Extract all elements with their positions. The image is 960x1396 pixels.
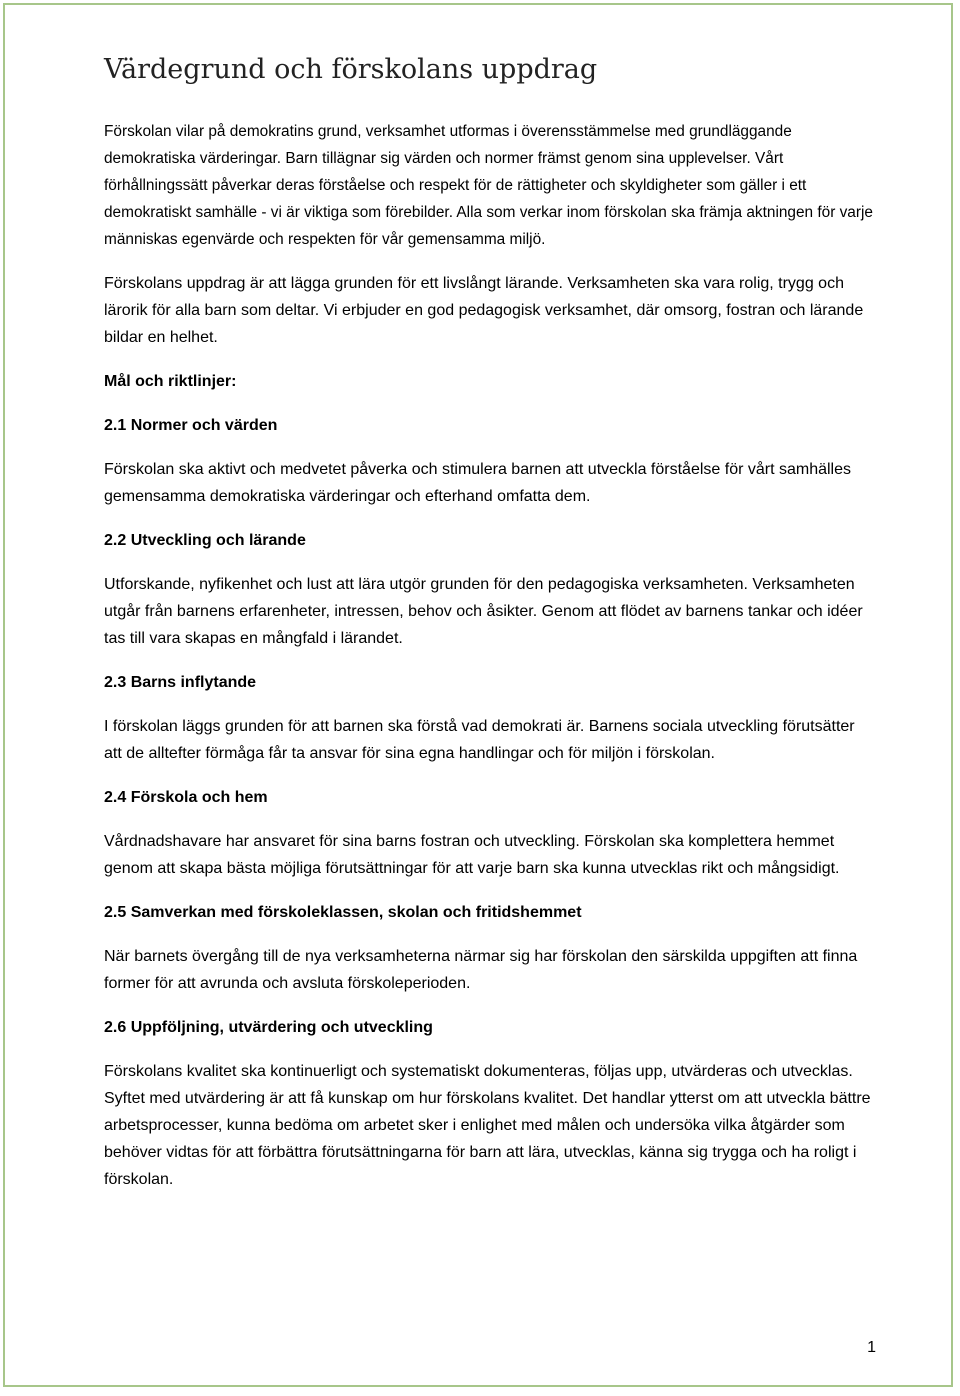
intro-paragraph: Förskolan vilar på demokratins grund, verksamhet utformas i överensstämmelse med grundläggande demokratiska värderingar. Barn tillägnar sig värden och normer främst genom sina upplevelser. Vårt förhållningssätt påverkar deras förståelse och respekt för de rättigheter och skyldigheter som gäller i ett demokratiskt samhälle - vi är viktiga som förebilder. Alla som verkar inom förskolan ska främja aktningen för varje människas egenvärde och respekten för vår gemensamma miljö. <box>104 123 873 248</box>
section-heading: 2.5 Samverkan med förskoleklassen, skolan och fritidshemmet <box>104 904 582 921</box>
section-text: När barnets övergång till de nya verksamheterna närmar sig har förskolan den särskilda uppgiften att finna former för att avrunda och avsluta förskoleperioden. <box>104 948 858 992</box>
section-text: I förskolan läggs grunden för att barnen ska förstå vad demokrati är. Barnens sociala utveckling förutsätter att de alltefter förmåga får ta ansvar för sina egna handlingar och för miljön i förskolan. <box>104 718 855 762</box>
document-body <box>104 52 874 1210</box>
section-text: Utforskande, nyfikenhet och lust att lära utgör grunden för den pedagogiska verksamheten. Verksamheten utgår från barnens erfarenheter, intressen, behov och åsikter. Genom att flödet av barnens tankar och idéer tas till vara skapas en mångfald i lärandet. <box>104 576 863 647</box>
page-number: 1 <box>867 1339 876 1356</box>
section-heading: 2.6 Uppföljning, utvärdering och utveckling <box>104 1019 433 1036</box>
section-heading: 2.4 Förskola och hem <box>104 789 268 806</box>
section-heading: 2.2 Utveckling och lärande <box>104 532 306 549</box>
section-heading: 2.3 Barns inflytande <box>104 674 257 691</box>
section-text: Vårdnadshavare har ansvaret för sina barns fostran och utveckling. Förskolan ska komplettera hemmet genom att skapa bästa möjliga förutsättningar för att varje barn ska kunna utvecklas rikt och mångsidigt. <box>104 833 840 877</box>
section-heading: 2.1 Normer och värden <box>104 417 278 434</box>
goals-heading: Mål och riktlinjer: <box>104 373 237 390</box>
mission-paragraph: Förskolans uppdrag är att lägga grunden för ett livslångt lärande. Verksamheten ska vara rolig, trygg och lärorik för alla barn som deltar. Vi erbjuder en god pedagogisk verksamhet, där omsorg, fostran och lärande bildar en helhet. <box>104 275 864 346</box>
document-title: Värdegrund och förskolans uppdrag <box>104 54 598 85</box>
section-text: Förskolans kvalitet ska kontinuerligt och systematiskt dokumenteras, följas upp, utvärderas och utvecklas. Syftet med utvärdering är att få kunskap om hur förskolans kvalitet. Det handlar ytterst om att utveckla bättre arbetsprocesser, kunna bedöma om arbetet sker i enlighet med målen och undersöka vilka åtgärder som behöver vidtas för att förbättra förutsättningarna för barn att lära, utvecklas, känna sig trygga och ha roligt i förskolan. <box>104 1063 871 1188</box>
section-text: Förskolan ska aktivt och medvetet påverka och stimulera barnen att utveckla förståelse för vårt samhälles gemensamma demokratiska värderingar och efterhand omfatta dem. <box>104 461 852 505</box>
